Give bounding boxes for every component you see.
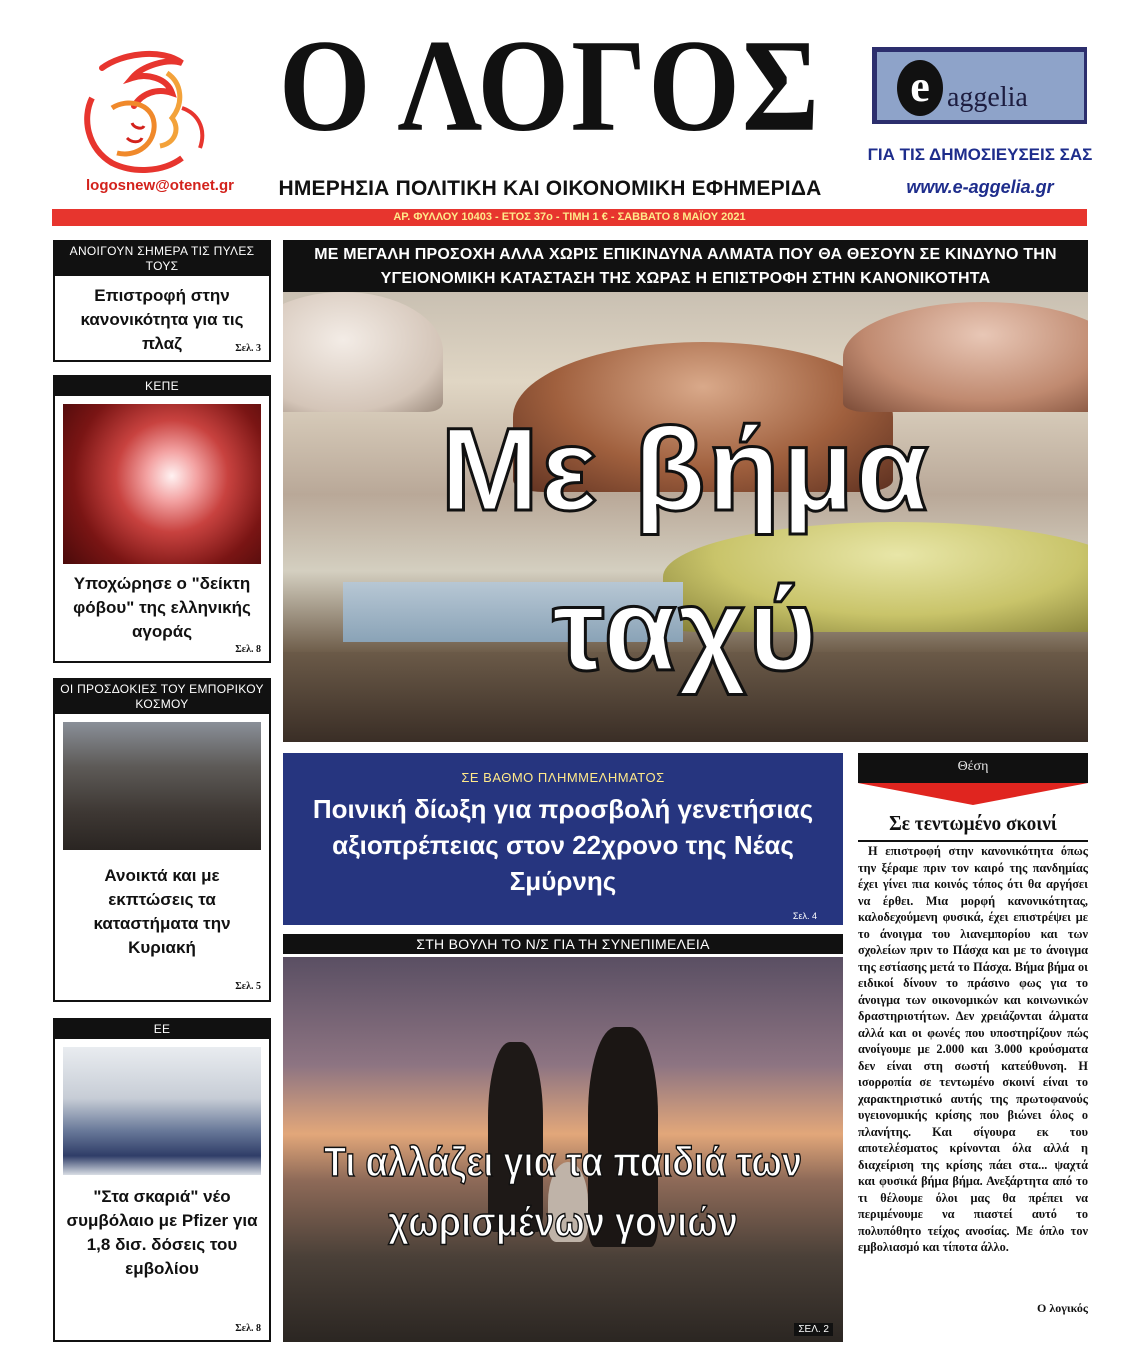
editorial-divider <box>858 840 1088 842</box>
penal-story-kicker: ΣΕ ΒΑΘΜΟ ΠΛΗΜΜΕΛΗΜΑΤΟΣ <box>461 770 665 785</box>
editorial-body: Η επιστροφή στην κανονικότητα όπως την ξέραμε πριν τον καιρό της πανδημίας έχει γίνει πια κοινός τόπος ότι θα αργήσει να έρθει. Μια μορφή κανονικότητας, καλοδεχούμενη φυσικά, έχει επιστρέψει με το άνοιγμα του λιανεμπορίου και των σχολείων πριν το Πάσχα και με το άνοιγμα της εστίασης μετά το Πάσχα. Βήμα βήμα οι ειδικοί δίνουν το πράσινο φως για το άνοιγμα των οικονομικών και κοινωνικών δραστηριοτήτων. Δεν χρειάζονται άλματα αλλά και οι φωνές που υποστηρίζουν πώς ανοίγουμε με 2.000 και 3.000 κρούσματα δεν είναι στη σωστή κατεύθυνση. Η ισορροπία σε τεντωμένο σκοινί είναι το χαρακτηριστικό αυτής της πρωτοφανούς υγειονομικής κρίσης που βιώνει όλος ο πλανήτης. Και σίγουρα εκ του αποτελέσματος κρίνονται όλα αλλά η διαχείριση της κρίσης πάει στα... ψαχτά και φυσικά βήμα βήμα. Ανεξάρτητα από το τι θέλουμε όλοι μας θα πρέπει να περιμένουμε να πιαστεί αυτό το πολυπόθητο τείχος ανοσίας. Με όπλο τον εμβολιασμό και τίποτα άλλο. <box>858 844 1088 1254</box>
sidebar-story-headline: "Στα σκαριά" νέο συμβόλαιο με Pfizer για 1,8 δισ. δόσεις του εμβολίου <box>66 1187 258 1278</box>
custody-story-photo[interactable] <box>283 957 843 1342</box>
eaggelia-tagline: ΓΙΑ ΤΙΣ ΔΗΜΟΣΙΕΥΣΕΙΣ ΣΑΣ <box>867 145 1093 164</box>
eaggelia-logo-panel <box>877 52 1084 120</box>
issue-info-bar: ΑΡ. ΦΥΛΛΟΥ 10403 - ΕΤΟΣ 37ο - ΤΙΜΗ 1 € - ΣΑΒΒΑΤΟ 8 ΜΑΪΟΥ 2021 <box>52 209 1087 226</box>
sidebar-story-headline: Ανοικτά και με εκπτώσεις τα καταστήματα την Κυριακή <box>93 866 231 957</box>
sidebar-story-header: ΑΝΟΙΓΟΥΝ ΣΗΜΕΡΑ ΤΙΣ ΠΥΛΕΣ ΤΟΥΣ <box>55 242 269 276</box>
page-reference: ΣΕΛ. 2 <box>794 1323 833 1336</box>
sidebar-story-beaches[interactable] <box>53 240 271 362</box>
editorial-red-arrow <box>858 783 1088 805</box>
newspaper-subtitle: ΗΜΕΡΗΣΙΑ ΠΟΛΙΤΙΚΗ ΚΑΙ ΟΙΚΟΝΟΜΙΚΗ ΕΦΗΜΕΡΙΔΑ <box>278 177 822 200</box>
vaccine-vials-photo <box>63 1047 261 1175</box>
sidebar-story-headline: Επιστροφή στην κανονικότητα για τις πλαζ <box>80 286 244 353</box>
sidebar-story-header: ΚΕΠΕ <box>55 377 269 396</box>
shopping-street-photo <box>63 722 261 850</box>
sidebar-story-header: ΕΕ <box>55 1020 269 1039</box>
editorial-label: Θέση <box>957 759 989 774</box>
contact-email[interactable]: logosnew@otenet.gr <box>86 177 234 194</box>
page-reference: Σελ. 3 <box>235 343 261 354</box>
logo-faces-illustration <box>72 48 222 178</box>
lead-story-kicker: ΜΕ ΜΕΓΑΛΗ ΠΡΟΣΟΧΗ ΑΛΛΑ ΧΩΡΙΣ ΕΠΙΚΙΝΔΥΝΑ ΑΛΜΑΤΑ ΠΟΥ ΘΑ ΘΕΣΟΥΝ ΣΕ ΚΙΝΔΥΝΟ ΤΗΝ ΥΓΕΙΟΝΟΜΙΚΗ ΚΑΤΑΣΤΑΣΗ ΤΗΣ ΧΩΡΑΣ Η ΕΠΙΣΤΡΟΦΗ ΣΤΗΝ ΚΑΝΟΝΙΚΟΤΗΤΑ <box>283 240 1088 292</box>
umbrella-shape <box>843 302 1088 412</box>
sidebar-story-headline: Υποχώρησε ο "δείκτη φόβου" της ελληνικής αγοράς <box>73 574 251 641</box>
sidebar-story-shops[interactable] <box>53 678 271 1002</box>
eaggelia-url-link[interactable]: www.e-aggelia.gr <box>906 177 1054 197</box>
sidebar-story-fear-index[interactable] <box>53 375 271 663</box>
hero-headline-line-1: Με βήμα <box>440 404 931 536</box>
page-reference: Σελ. 8 <box>235 1323 261 1334</box>
editorial-signature: Ο λογικός <box>1037 1301 1088 1315</box>
custody-story-kicker: ΣΤΗ ΒΟΥΛΗ ΤΟ Ν/Σ ΓΙΑ ΤΗ ΣΥΝΕΠΙΜΕΛΕΙΑ <box>283 934 843 954</box>
eaggelia-e-icon: e <box>897 60 943 116</box>
eaggelia-ad-logo[interactable] <box>872 47 1087 124</box>
sidebar-story-pfizer[interactable] <box>53 1018 271 1342</box>
sidebar-story-header: ΟΙ ΠΡΟΣΔΟΚΙΕΣ ΤΟΥ ΕΜΠΟΡΙΚΟΥ ΚΟΣΜΟΥ <box>55 680 269 714</box>
custody-story-headline: Τι αλλάζει για τα παιδιά των χωρισμένων γονιών <box>324 1138 802 1245</box>
hero-headline-line-2: ταχύ <box>552 564 819 696</box>
eaggelia-logo-text: aggelia <box>947 82 1028 113</box>
page-reference: Σελ. 8 <box>235 644 261 655</box>
editorial-title: Σε τεντωμένο σκοινί <box>889 811 1057 835</box>
newspaper-title: Ο ΛΟΓΟΣ <box>278 12 822 159</box>
umbrella-shape <box>283 292 443 412</box>
penal-story-box[interactable] <box>283 753 843 925</box>
fear-index-photo <box>63 404 261 564</box>
editorial-tab <box>858 753 1088 783</box>
lead-story-photo[interactable] <box>283 292 1088 742</box>
page-reference: Σελ. 4 <box>792 911 817 921</box>
page-reference: Σελ. 5 <box>235 981 261 992</box>
penal-story-headline: Ποινική δίωξη για προσβολή γενετήσιας αξιοπρέπειας στον 22χρονο της Νέας Σμύρνης <box>312 794 814 896</box>
